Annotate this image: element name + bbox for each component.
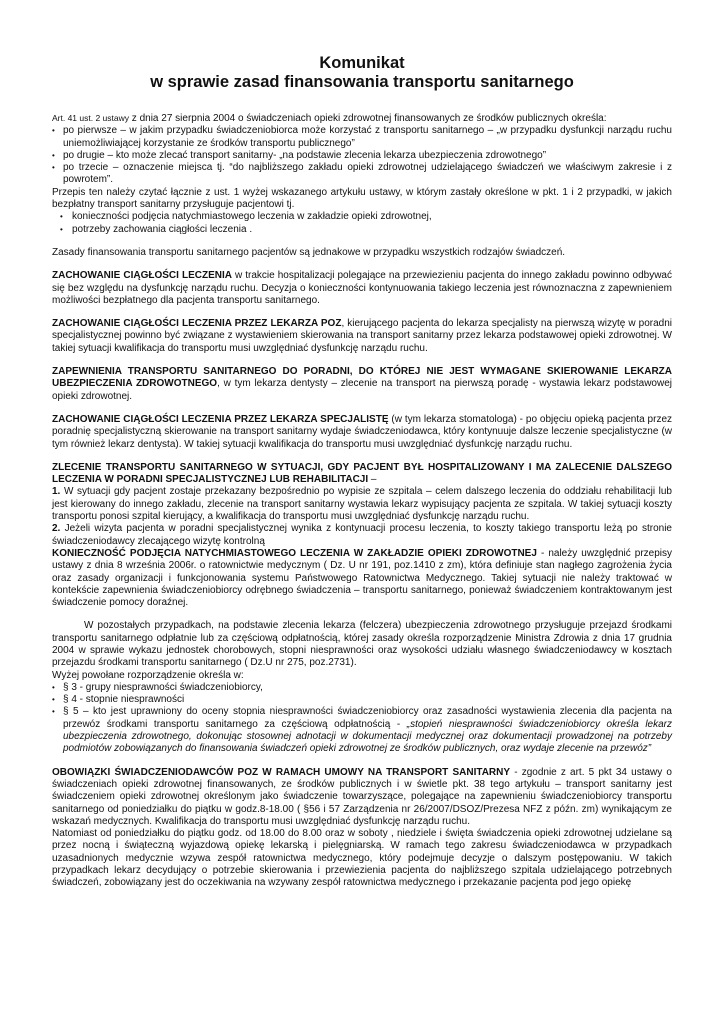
section-continuity-hospital: ZACHOWANIE CIĄGŁOŚCI LECZENIA w trakcie hospitalizacji polegające na przewiezieniu pacjenta do innego zakładu powinno odbywać się bez względu na dysfunkcję narządu ruchu. Decyzja o konieczności kontynuowania takiego leczenia jest równoznaczna z zapewnieniem możliwości bezpłatnego dla pacjenta transportu sanitarnego. <box>52 270 672 306</box>
night-holiday-paragraph: Natomiast od poniedziałku do piątku godz. od 18.00 do 8.00 oraz w soboty , niedziele i święta świadczenia opieki zdrowotnej udzielane są przez nocną i świąteczną wyjazdową opiekę lekarską i pielęgniarską. W ramach tego zakresu świadczeniodawca w przypadkach uzasadnionych medycznie wzywa zespół ratownictwa medycznego, który podejmuje decyzje o dalszym postępowaniu. W takich przypadkach lekarz decydujący o potrzebie skierowania i przewiezienia pacjenta do najbliższego szpitala udzielającego potrzebnych świadczeń, zobowiązany jest do oczekiwania na wzywany zespół ratownictwa medycznego i przekazanie pacjenta pod jego opiekę <box>52 828 672 889</box>
list-item: • konieczności podjęcia natychmiastowego leczenia w zakładzie opieki zdrowotnej, <box>60 211 672 223</box>
section-continuity-specialist: ZACHOWANIE CIĄGŁOŚCI LECZENIA PRZEZ LEKARZA SPECJALISTĘ (w tym lekarza stomatologa) - po objęciu opieką pacjenta przez poradnię specjalistyczną skierowanie na transport sanitarny wydaje świadczeniodawca, który kontynuuje dalsze leczenie specjalistyczne (w tym również lekarz dentysta). W takiej sytuacji kwalifikacja do transportu musi uwzględniać dysfunkcję narządu ruchu. <box>52 413 673 450</box>
section-after-hospitalization: ZLECENIE TRANSPORTU SANITARNEGO W SYTUACJI, GDY PACJENT BYŁ HOSPITALIZOWANY I MA ZALECENIE DALSZEGO LECZENIA W PORADNI SPECJALISTYCZNEJ LUB REHABILITACJI – <box>52 461 672 486</box>
same-rules-paragraph: Zasady finansowania transportu sanitarnego pacjentów są jednakowe w przypadku wszystkich rodzajów świadczeń. <box>52 246 566 258</box>
intro-list <box>52 125 672 186</box>
list-item: • po pierwsze – w jakim przypadku świadczeniobiorca może korzystać z transportu sanitarnego – „w przypadku dysfunkcji narządu ruchu uniemożliwiającej korzystanie ze środków transportu publicznego” <box>52 125 672 150</box>
regulation-quote: „stopień niesprawności świadczeniobiorcy określa lekarz ubezpieczenia zdrowotnego, dokonując stosownej adnotacji w dokumentacji medycznej oraz dokumentacji prowadzonej na potrzeby podmiotów zobowiązanych do finansowania świadczeń opieki zdrowotnej ze środków publicznych, oraz wydaje zlecenie na przewóz” <box>63 718 672 755</box>
section-poz-obligations: OBOWIĄZKI ŚWIADCZENIODAWCÓW POZ W RAMACH UMOWY NA TRANSPORT SANITARNY - zgodnie z art. 5 pkt 34 ustawy o świadczeniach opieki zdrowotnej finansowanych, ze środków publicznych i w świetle pkt. 38 tego artykułu – transport sanitarny jest świadczeniem opieki zdrowotnej określonym jako świadczenie towarzyszące, polegające na zapewnieniu świadczeniobiorcy transportu sanitarnego od poniedziałku do piątku w godz.8-18.00 ( §56 i 57 Zarządzenia nr 26/2007/DSOZ/Prezesa NFZ z późn. zm) wynikającym ze wskazań medycznych. Kwalifikacja do transportu musi uwzględniać dysfunkcję narządu ruchu. <box>52 766 672 827</box>
section-heading: OBOWIĄZKI ŚWIADCZENIODAWCÓW POZ W RAMACH UMOWY NA TRANSPORT SANITARNY <box>52 766 511 778</box>
list-item: • po drugie – kto może zlecać transport sanitarny- „na podstawie zlecenia lekarza ubezpieczenia zdrowotnego” <box>52 150 672 162</box>
section-heading: KONIECZNOŚĆ PODJĘCIA NATYCHMIASTOWEGO LECZENIA W ZAKŁADZIE OPIEKI ZDROWOTNEJ <box>52 547 537 559</box>
intro-after: Przepis ten należy czytać łącznie z ust. 1 wyżej wskazanego artykułu ustawy, w którym zastały określone w pkt. 1 i 2 przypadki, w jakich bezpłatny transport sanitarny przysługuje pacjentowi tj. <box>52 186 672 211</box>
title-line-2: w sprawie zasad finansowania transportu sanitarnego <box>150 73 574 91</box>
regulation-list <box>52 682 672 756</box>
regulation-intro: Wyżej powołane rozporządzenie określa w: <box>52 669 244 681</box>
cases-list <box>52 211 672 236</box>
section-heading: ZACHOWANIE CIĄGŁOŚCI LECZENIA PRZEZ LEKARZA POZ <box>52 318 342 330</box>
list-item: • § 5 – kto jest uprawniony do oceny stopnia niesprawności świadczeniobiorcy oraz zasadności wystawienia zlecenia dla pacjenta na przewóz środkami transportu sanitarnego za częściową odpłatnością - „stopień niesprawności świadczeniobiorcy określa lekarz ubezpieczenia zdrowotnego, dokonując stosownej adnotacji w dokumentacji medycznej oraz dokumentacji prowadzonej na potrzeby podmiotów zobowiązanych do finansowania świadczeń opieki zdrowotnej ze środków publicznych, oraz wydaje zlecenie na przewóz” <box>52 706 672 755</box>
section-clinic-without-referral: ZAPEWNIENIA TRANSPORTU SANITARNEGO DO PORADNI, DO KTÓREJ NIE JEST WYMAGANE SKIEROWANIE LEKARZA UBEZPIECZENIA ZDROWOTNEGO, w tym lekarza dentysty – zlecenie na transport na pierwszą poradę - wystawia lekarz podstawowej opieki zdrowotnej. <box>52 366 672 402</box>
list-item: • § 3 - grupy niesprawności świadczeniobiorcy, <box>52 682 672 694</box>
section-heading: ZAPEWNIENIA TRANSPORTU SANITARNEGO DO PORADNI, DO KTÓREJ NIE JEST WYMAGANE SKIEROWANIE LEKARZA UBEZPIECZENIA ZDROWOTNEGO <box>52 366 672 390</box>
section-heading: ZLECENIE TRANSPORTU SANITARNEGO W SYTUACJI, GDY PACJENT BYŁ HOSPITALIZOWANY I MA ZALECENIE DALSZEGO LECZENIA W PORADNI SPECJALISTYCZNEJ LUB REHABILITACJI <box>52 461 672 486</box>
document-page <box>52 54 672 890</box>
section-heading: ZACHOWANIE CIĄGŁOŚCI LECZENIA PRZEZ LEKARZA SPECJALISTĘ <box>52 413 389 425</box>
page-title <box>52 54 672 92</box>
numbered-paragraph-1: 1. W sytuacji gdy pacjent zostaje przekazany bezpośrednio po wypisie ze szpitala – celem dalszego leczenia do oddziału rehabilitacji lub jest kierowany do innego zakładu, zlecenie na transport sanitarny wystawia lekarz wypisujący pacjenta ze szpitala. W takiej sytuacji koszty transportu ponosi szpital kierujący, a kwalifikacja do transportu musi uwzględniać dysfunkcję narządu ruchu. <box>52 486 672 523</box>
section-continuity-poz: ZACHOWANIE CIĄGŁOŚCI LECZENIA PRZEZ LEKARZA POZ, kierującego pacjenta do lekarza specjalisty na pierwszą wizytę w poradni specjalistycznej powinno być związane z wystawieniem skierowania na transport sanitarny przez lekarza podstawowej opieki zdrowotnej. W takiej sytuacji kwalifikacja do transportu musi uwzględniać dysfunkcję narządu ruchu. <box>52 318 672 354</box>
intro-paragraph: Art. 41 ust. 2 ustawy z dnia 27 sierpnia 2004 o świadczeniach opieki zdrowotnej finansowanych ze środków publicznych określa: <box>52 113 607 124</box>
title-line-1: Komunikat <box>319 54 405 72</box>
numbered-paragraph-2: 2. Jeżeli wizyta pacjenta w poradni specjalistycznej wynika z kontynuacji procesu leczenia, to koszty takiego transportu leżą po stronie świadczeniodawcy zlecającego wizytę kontrolną <box>52 523 672 547</box>
section-emergency: KONIECZNOŚĆ PODJĘCIA NATYCHMIASTOWEGO LECZENIA W ZAKŁADZIE OPIEKI ZDROWOTNEJ - należy uwzględnić przepisy ustawy z dnia 8 września 2006r. o ratownictwie medycznym ( Dz. U nr 191, poz.1410 z zm), która definiuje stan nagłego zagrożenia życia oraz zasady organizacji i funkcjonowania systemu Państwowego Ratownictwa Medycznego. Takiej sytuacji nie należy traktować w kontekście zapewnienia świadczeniobiorcy odrębnego świadczenia – transportu sanitarnego, ponieważ świadczeniem kontraktowanym jest świadczenie pomocy doraźnej. <box>52 547 673 609</box>
list-item: • § 4 - stopnie niesprawności <box>52 694 672 706</box>
list-item: • potrzeby zachowania ciągłości leczenia . <box>60 224 672 236</box>
section-heading: ZACHOWANIE CIĄGŁOŚCI LECZENIA <box>52 270 232 282</box>
list-item: • po trzecie – oznaczenie miejsca tj. “do najbliższego zakładu opieki zdrowotnej udzielającego świadczeń we właściwym zakresie i z powrotem”. <box>52 162 672 187</box>
article-reference: Art. 41 ust. 2 ustawy <box>52 113 130 123</box>
other-cases-paragraph: W pozostałych przypadkach, na podstawie zlecenia lekarza (felczera) ubezpieczenia zdrowotnego przysługuje przejazd środkami transportu sanitarnego odpłatnie lub za częściową odpłatnością, której zasady określa rozporządzenie Ministra Zdrowia z dnia 17 grudnia 2004 w sprawie wykazu jednostek chorobowych, stopni niesprawności oraz wysokości udziału własnego świadczeniodawcy w kosztach przejazdu środkami transportu sanitarnego ( Dz.U nr 275, poz.2731). <box>52 620 672 669</box>
